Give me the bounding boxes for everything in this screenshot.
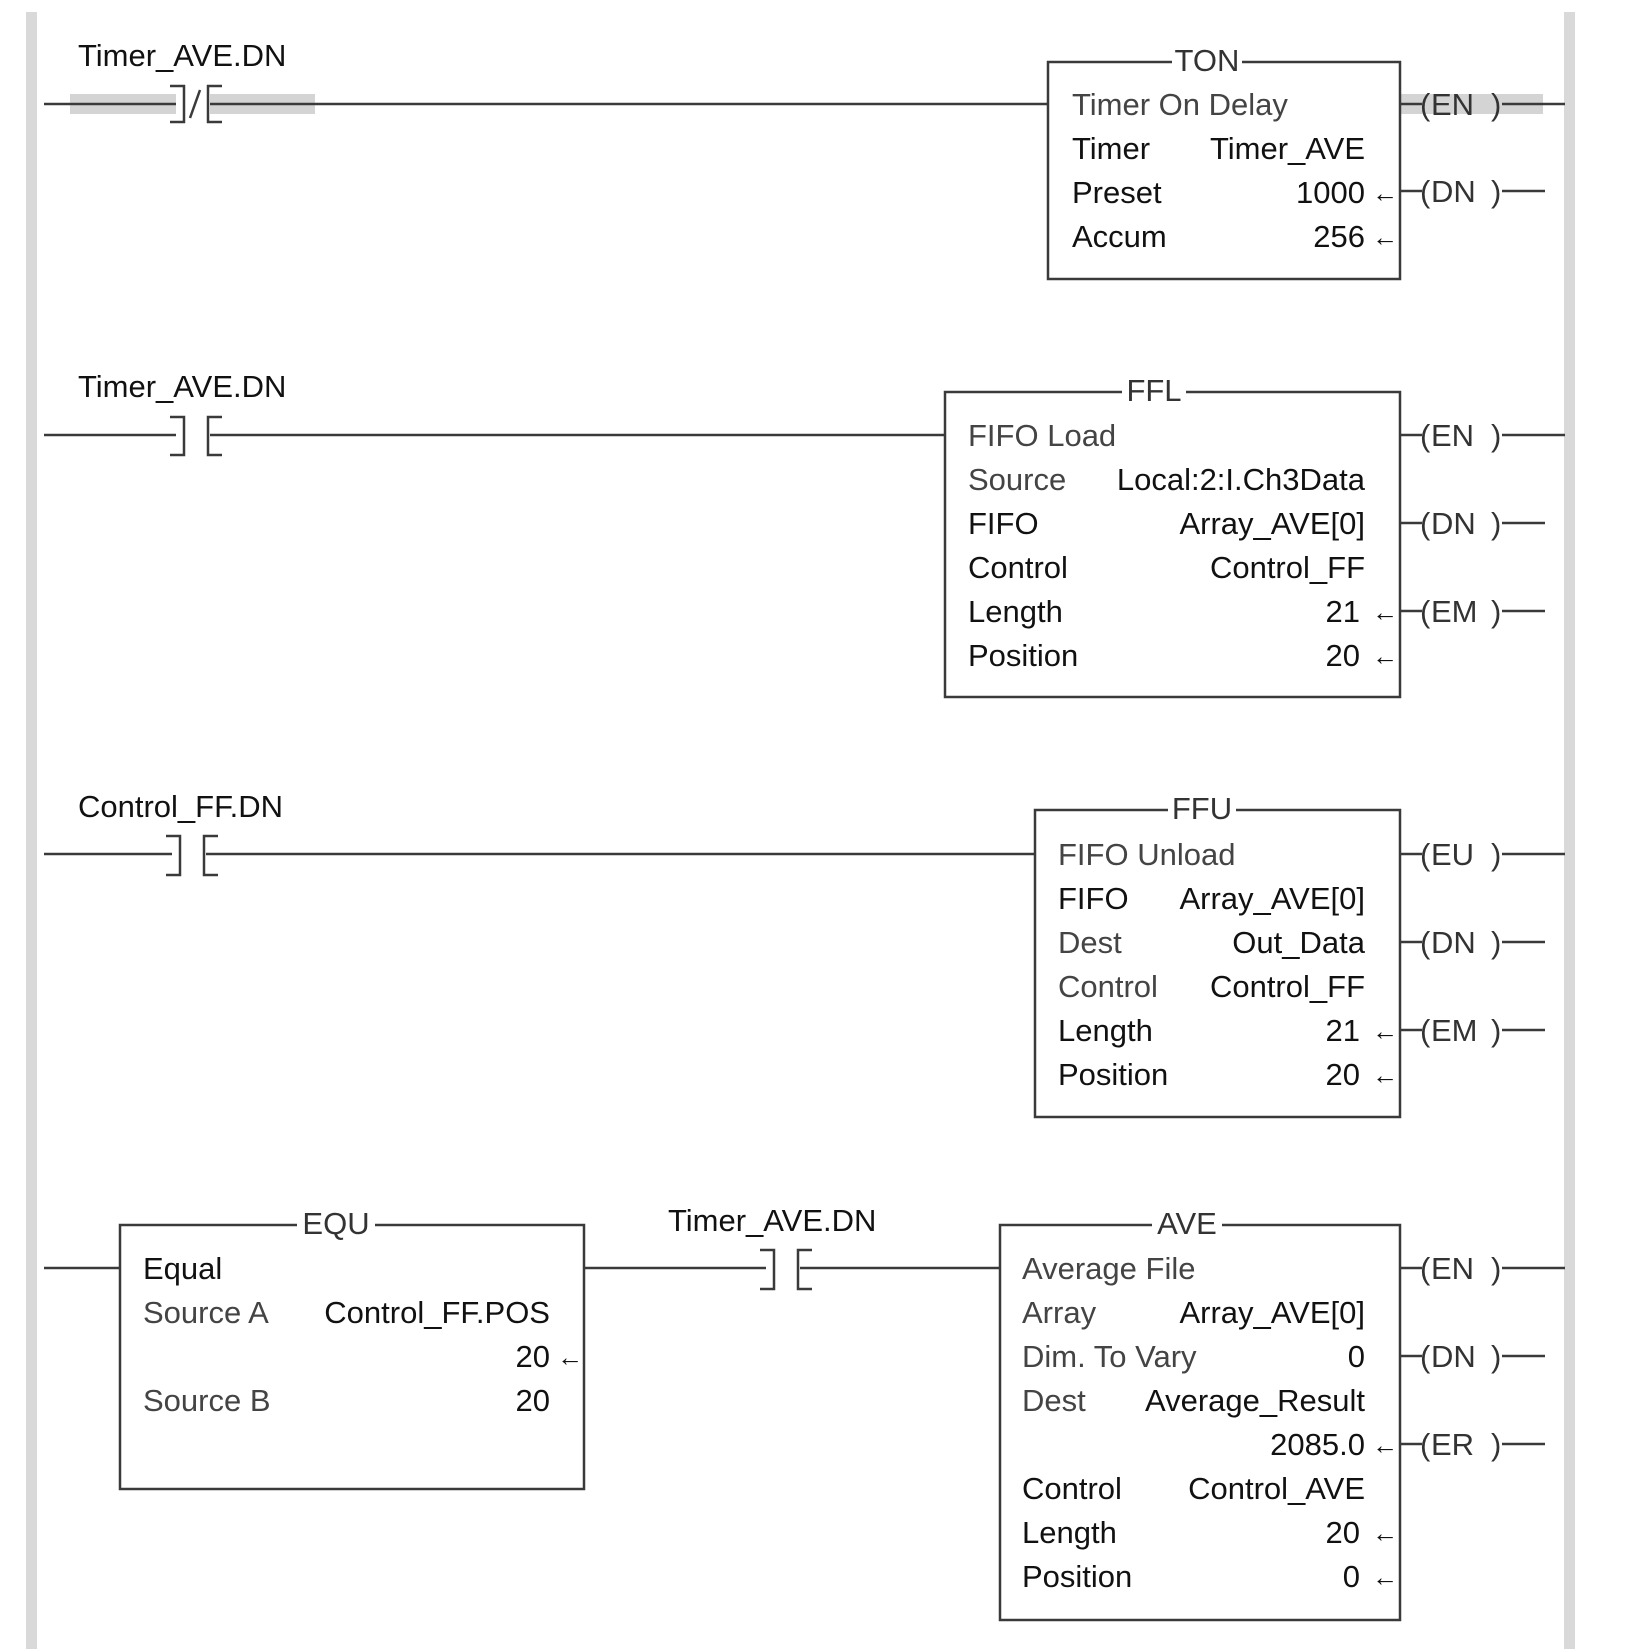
ave-title: Average File (1022, 1251, 1196, 1286)
ave-length-value: 20 (1325, 1515, 1360, 1550)
svg-text:): ) (1491, 506, 1502, 541)
ave-block[interactable] (1000, 1206, 1400, 1620)
ffl-fifo-label: FIFO (968, 506, 1039, 541)
ffu-dest-label: Dest (1058, 925, 1122, 960)
ffl-source-value: Local:2:I.Ch3Data (1116, 462, 1365, 497)
rung-2[interactable] (44, 789, 1565, 1117)
ton-name: TON (1174, 43, 1240, 78)
equ-source-b-value: 20 (515, 1383, 550, 1418)
ton-accum-label: Accum (1072, 219, 1167, 254)
ffl-en-coil: EN (1431, 418, 1475, 453)
svg-text:): ) (1491, 1427, 1502, 1462)
rung-1-contact-tag: Timer_AVE.DN (78, 369, 287, 404)
svg-text:(: ( (1420, 1339, 1431, 1374)
rung-3-contact-tag: Timer_AVE.DN (668, 1203, 877, 1238)
svg-text:(: ( (1420, 418, 1431, 453)
ffl-em-coil: EM (1431, 594, 1478, 629)
ffu-position-label: Position (1058, 1057, 1169, 1092)
equ-name: EQU (302, 1206, 370, 1241)
ffl-fifo-value: Array_AVE[0] (1179, 506, 1365, 541)
ffu-length-value: 21 (1325, 1013, 1360, 1048)
ton-en-coil: EN (1431, 87, 1475, 122)
ffu-position-arrow-icon: ← (1372, 1060, 1398, 1090)
svg-text:(: ( (1420, 506, 1431, 541)
ffl-dn-coil: DN (1431, 506, 1476, 541)
ton-preset-label: Preset (1072, 175, 1162, 210)
left-power-rail (26, 12, 37, 1649)
svg-text:): ) (1491, 1339, 1502, 1374)
ffu-dn-coil: DN (1431, 925, 1476, 960)
ffu-control-value: Control_FF (1209, 969, 1365, 1004)
ave-name: AVE (1157, 1206, 1217, 1241)
svg-text:): ) (1491, 1013, 1502, 1048)
ave-dim-label: Dim. To Vary (1022, 1339, 1197, 1374)
svg-text:): ) (1491, 594, 1502, 629)
ton-dn-coil: DN (1431, 174, 1476, 209)
rung-3[interactable] (44, 1203, 1565, 1620)
ffu-fifo-value: Array_AVE[0] (1179, 881, 1365, 916)
ton-accum-arrow-icon: ← (1372, 222, 1398, 252)
ffl-control-label: Control (968, 550, 1068, 585)
ton-timer-label: Timer (1072, 131, 1151, 166)
ffu-length-label: Length (1058, 1013, 1153, 1048)
svg-text:): ) (1491, 1251, 1502, 1286)
rung-2-contact-tag: Control_FF.DN (78, 789, 283, 824)
ave-array-value: Array_AVE[0] (1179, 1295, 1365, 1330)
ffu-dest-value: Out_Data (1232, 925, 1365, 960)
ffl-block[interactable] (945, 373, 1400, 697)
ffl-length-value: 21 (1325, 594, 1360, 629)
equ-source-a-tag: Control_FF.POS (324, 1295, 550, 1330)
equ-source-a-label: Source A (143, 1295, 269, 1330)
ffl-name: FFL (1126, 373, 1182, 408)
ffu-position-value: 20 (1325, 1057, 1360, 1092)
ave-position-value: 0 (1342, 1559, 1360, 1594)
svg-text:): ) (1491, 837, 1502, 872)
ffu-em-coil: EM (1431, 1013, 1478, 1048)
ave-control-label: Control (1022, 1471, 1122, 1506)
ave-dim-value: 0 (1347, 1339, 1365, 1374)
ave-position-arrow-icon: ← (1372, 1562, 1398, 1592)
ffu-fifo-label: FIFO (1058, 881, 1129, 916)
ffl-position-label: Position (968, 638, 1079, 673)
ffl-length-label: Length (968, 594, 1063, 629)
ton-en-coil-right: ) (1491, 87, 1502, 122)
equ-block[interactable] (120, 1206, 584, 1489)
svg-text:(: ( (1420, 1251, 1431, 1286)
equ-source-a-arrow-icon: ← (557, 1342, 583, 1372)
right-power-rail (1564, 12, 1575, 1649)
ffu-name: FFU (1171, 791, 1233, 826)
ffl-position-value: 20 (1325, 638, 1360, 673)
rung-0-contact-tag: Timer_AVE.DN (78, 38, 287, 73)
svg-text:(: ( (1420, 594, 1431, 629)
ffl-position-arrow-icon: ← (1372, 641, 1398, 671)
ffl-length-arrow-icon: ← (1372, 597, 1398, 627)
ffu-eu-coil: EU (1431, 837, 1475, 872)
ton-timer-value: Timer_AVE (1209, 131, 1365, 166)
svg-text:(: ( (1420, 837, 1431, 872)
ton-title: Timer On Delay (1072, 87, 1288, 122)
ffl-title: FIFO Load (968, 418, 1117, 453)
ave-position-label: Position (1022, 1559, 1133, 1594)
ton-en-coil-left: ( (1420, 87, 1431, 122)
ave-en-coil: EN (1431, 1251, 1475, 1286)
ave-length-arrow-icon: ← (1372, 1518, 1398, 1548)
ton-accum-value: 256 (1313, 219, 1365, 254)
svg-text:(: ( (1420, 925, 1431, 960)
ton-preset-arrow-icon: ← (1372, 178, 1398, 208)
ave-dn-coil: DN (1431, 1339, 1476, 1374)
svg-text:): ) (1491, 174, 1502, 209)
ave-dest-arrow-icon: ← (1372, 1430, 1398, 1460)
svg-text:(: ( (1420, 174, 1431, 209)
ave-dest-label: Dest (1022, 1383, 1086, 1418)
equ-source-b-label: Source B (143, 1383, 271, 1418)
ffl-control-value: Control_FF (1209, 550, 1365, 585)
rung-0[interactable] (44, 38, 1565, 279)
ffu-length-arrow-icon: ← (1372, 1016, 1398, 1046)
svg-text:): ) (1491, 925, 1502, 960)
ave-length-label: Length (1022, 1515, 1117, 1550)
equ-title: Equal (143, 1251, 223, 1286)
ton-block[interactable] (1048, 43, 1400, 279)
rung-1[interactable] (44, 369, 1565, 697)
ffu-title: FIFO Unload (1058, 837, 1236, 872)
svg-text:(: ( (1420, 1427, 1431, 1462)
ave-er-coil: ER (1431, 1427, 1475, 1462)
equ-source-a-value: 20 (515, 1339, 550, 1374)
ton-preset-value: 1000 (1296, 175, 1365, 210)
ave-array-label: Array (1022, 1295, 1097, 1330)
ave-control-value: Control_AVE (1188, 1471, 1365, 1506)
ffl-source-label: Source (968, 462, 1067, 497)
ffu-block[interactable] (1035, 791, 1400, 1117)
svg-text:): ) (1491, 418, 1502, 453)
svg-text:(: ( (1420, 1013, 1431, 1048)
ffu-control-label: Control (1058, 969, 1158, 1004)
ave-dest-numeric: 2085.0 (1270, 1427, 1365, 1462)
ave-dest-value: Average_Result (1144, 1383, 1365, 1418)
